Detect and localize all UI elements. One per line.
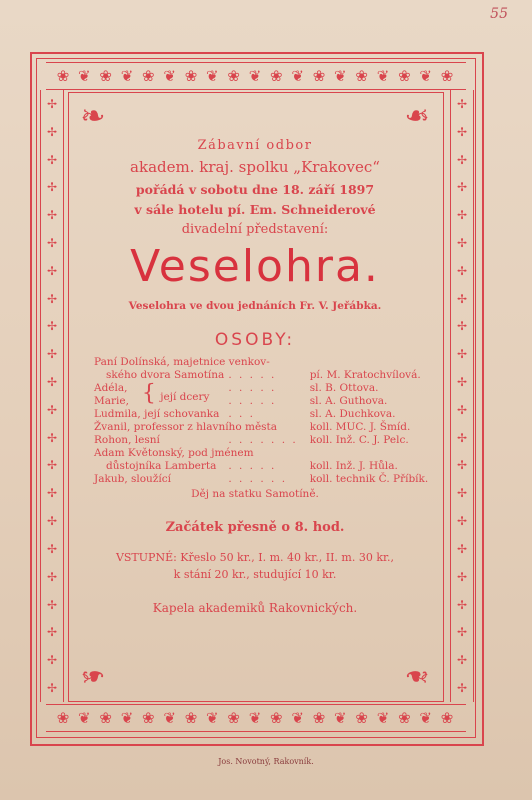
setting-line: Děj na statku Samotíně. (191, 488, 319, 500)
leader-dots: . . . . . (228, 395, 277, 407)
leader-dots: . . . . . . (228, 473, 288, 485)
performance-line: divadelní představení: (181, 222, 329, 237)
cast-role: Rohon, lesní (94, 434, 160, 446)
cast-row (92, 382, 430, 395)
cast-actor: koll. MUC. J. Šmíd. (309, 421, 411, 433)
venue-line: v sále hotelu pí. Em. Schneiderové (134, 202, 376, 217)
corner-flourish-icon: ❧ (404, 99, 430, 134)
cast-row (92, 473, 430, 486)
corner-flourish-icon: ❧ (80, 658, 106, 693)
page-number: 55 (490, 6, 508, 22)
cast-role: Marie, (94, 395, 129, 407)
cast-heading: OSOBY: (214, 330, 296, 350)
cast-row (92, 356, 430, 369)
leader-dots: . . . . . (228, 382, 277, 394)
cast-row (92, 421, 430, 434)
cast-actor: pí. M. Kratochvílová. (309, 369, 421, 381)
cast-actor: koll. Inž. C. J. Pelc. (309, 434, 409, 446)
admission-line-1: VSTUPNÉ: Křeslo 50 kr., I. m. 40 kr., II. m. 30 kr., (115, 551, 395, 564)
leader-dots: . . . (228, 408, 256, 420)
cast-actor: koll. Inž. J. Hůla. (309, 460, 398, 472)
cast-note: její dcery (160, 391, 210, 403)
admission-line-2: k stání 20 kr., studující 10 kr. (173, 568, 337, 581)
cast-actor: koll. technik Č. Příbík. (309, 473, 429, 485)
play-title: Veselohra. (130, 241, 380, 292)
floral-band-left: ✢ ✢ ✢ ✢ ✢ ✢ ✢ ✢ ✢ ✢ ✢ ✢ ✢ ✢ ✢ ✢ ✢ ✢ ✢ ✢ ✢ ✢ (40, 90, 64, 702)
band-line: Kapela akademiků Rakovnických. (152, 601, 358, 615)
printer-imprint: Jos. Novotný, Rakovník. (218, 757, 314, 766)
cast-actor: sl. A. Guthova. (309, 395, 388, 407)
cast-list (92, 356, 430, 486)
cast-role: Ludmila, její schovanka (94, 408, 220, 420)
cast-row (92, 460, 430, 473)
floral-band-right: ✢ ✢ ✢ ✢ ✢ ✢ ✢ ✢ ✢ ✢ ✢ ✢ ✢ ✢ ✢ ✢ ✢ ✢ ✢ ✢ ✢ ✢ (450, 90, 474, 702)
cast-role: Adam Květonský, pod jménem (94, 447, 254, 459)
cast-row (92, 434, 430, 447)
play-subtitle: Veselohra ve dvou jednáních Fr. V. Jeřábka. (128, 300, 382, 312)
leader-dots: . . . . . (228, 369, 277, 381)
corner-flourish-icon: ❧ (80, 99, 106, 134)
society-line: akadem. kraj. spolku „Krakovec“ (130, 158, 380, 176)
cast-row (92, 408, 430, 421)
cast-role: Paní Dolínská, majetnice venkov- (94, 356, 270, 368)
cast-role: Žvanil, professor z hlavního města (94, 421, 278, 433)
cast-role: ského dvora Samotína (106, 369, 225, 381)
leader-dots: . . . . . . . (228, 434, 298, 446)
organizer-line: Zábavní odbor (197, 138, 313, 153)
leader-dots: . . . . . (228, 460, 277, 472)
cast-role: Adéla, (94, 382, 128, 394)
cast-actor: sl. A. Duchkova. (309, 408, 396, 420)
date-line: pořádá v sobotu dne 18. září 1897 (135, 182, 375, 197)
cast-row (92, 447, 430, 460)
cast-actor: sl. B. Ottova. (309, 382, 379, 394)
daughters-brace: { její dcery (141, 381, 210, 406)
cast-role: Jakub, sloužící (94, 473, 171, 485)
floral-band-top: ❀ ❦ ❀ ❦ ❀ ❦ ❀ ❦ ❀ ❦ ❀ ❦ ❀ ❦ ❀ ❦ ❀ ❦ ❀ (46, 62, 466, 90)
floral-band-bottom: ❀ ❦ ❀ ❦ ❀ ❦ ❀ ❦ ❀ ❦ ❀ ❦ ❀ ❦ ❀ ❦ ❀ ❦ ❀ (46, 704, 466, 732)
corner-flourish-icon: ❧ (404, 658, 430, 693)
start-time: Začátek přesně o 8. hod. (165, 520, 345, 535)
poster-content (70, 138, 440, 615)
cast-role: důstojníka Lamberta (106, 460, 217, 472)
